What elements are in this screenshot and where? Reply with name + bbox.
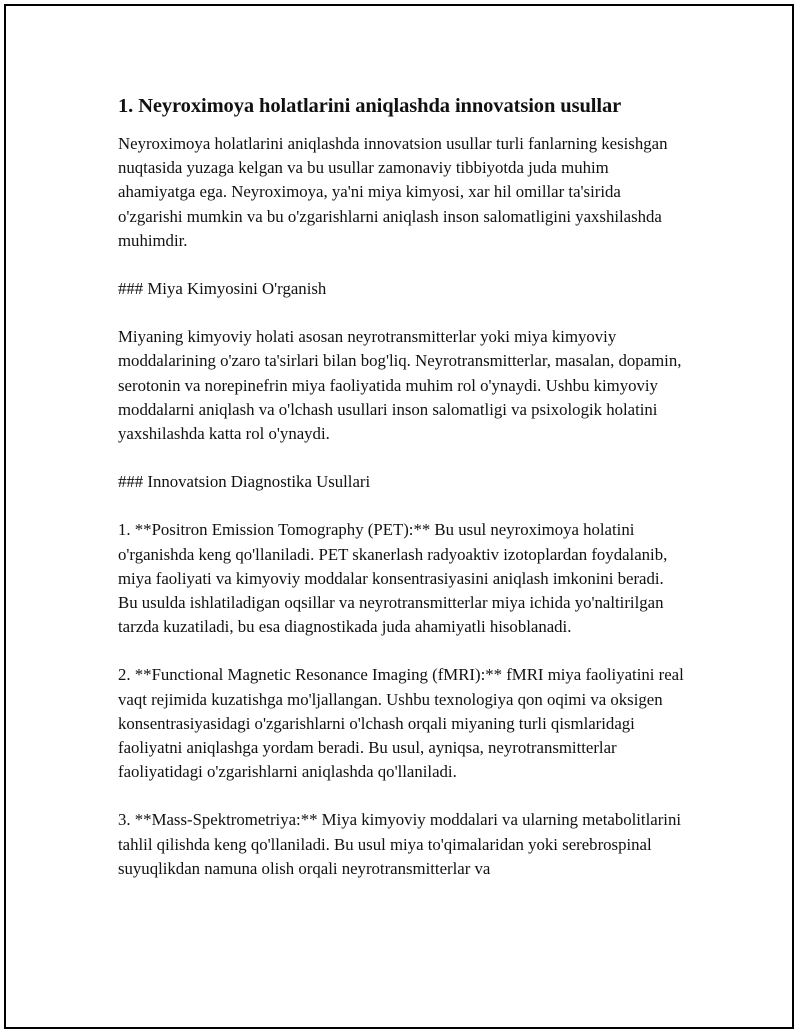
section-heading-miya-kimyosi: ### Miya Kimyosini O'rganish — [118, 279, 327, 299]
intro-paragraph: Neyroximoya holatlarini aniqlashda innovatsion usullar turli fanlarning kesishgan nuqtasida yuzaga kelgan va bu usullar zamonaviy tibbiyotda juda muhim ahamiyatga ega. Neyroximoya, ya'ni miya kimyosi, xar hil omillar ta'sirida o'zgarishi mumkin va bu o'zgarishlarni aniqlash inson salomatligini yaxshilashda muhimdir. — [118, 134, 668, 250]
paragraph-miya-kimyosi: Miyaning kimyoviy holati asosan neyrotransmitterlar yoki miya kimyoviy moddalarining o'zaro ta'sirlari bilan bog'liq. Neyrotransmitterlar, masalan, dopamin, serotonin va norepinefrin miya faoliyatida muhim rol o'ynaydi. Ushbu kimyoviy moddalarni aniqlash va o'lchash usullari inson salomatligi va psixologik holatini yaxshilashda katta rol o'ynaydi. — [118, 327, 682, 444]
list-item-pet: 1. **Positron Emission Tomography (PET):** Bu usul neyroximoya holatini o'rganishda keng qo'llaniladi. PET skanerlash radyoaktiv izotoplardan foydalanib, miya faoliyati va kimyoviy moddalar konsentrasiyasini aniqlash imkonini beradi. Bu usulda ishlatiladigan oqsillar va neyrotransmitterlar miya ichida yo'naltirilgan tarzda kuzatiladi, bu esa diagnostikada juda ahamiyatli hisoblanadi. — [118, 520, 668, 637]
document-body — [118, 92, 686, 905]
section-heading-diagnostika: ### Innovatsion Diagnostika Usullari — [118, 472, 371, 492]
document-title: 1. Neyroximoya holatlarini aniqlashda innovatsion usullar — [118, 95, 622, 117]
list-item-mass-spektrometriya: 3. **Mass-Spektrometriya:** Miya kimyoviy moddalari va ularning metabolitlarini tahlil qilishda keng qo'llaniladi. Bu usul miya to'qimalaridan yoki serebrospinal suyuqlikdan namuna olish orqali neyrotransmitterlar va — [118, 810, 681, 878]
list-item-fmri: 2. **Functional Magnetic Resonance Imaging (fMRI):** fMRI miya faoliyatini real vaqt rejimida kuzatishga mo'ljallangan. Ushbu texnologiya qon oqimi va oksigen konsentrasiyasidagi o'zgarishlarni o'lchash orqali miyaning turli qismlaridagi faoliyatni aniqlashga yordam beradi. Bu usul, ayniqsa, neyrotransmitterlar faoliyatidagi o'zgarishlarni aniqlashda qo'llaniladi. — [118, 665, 684, 782]
